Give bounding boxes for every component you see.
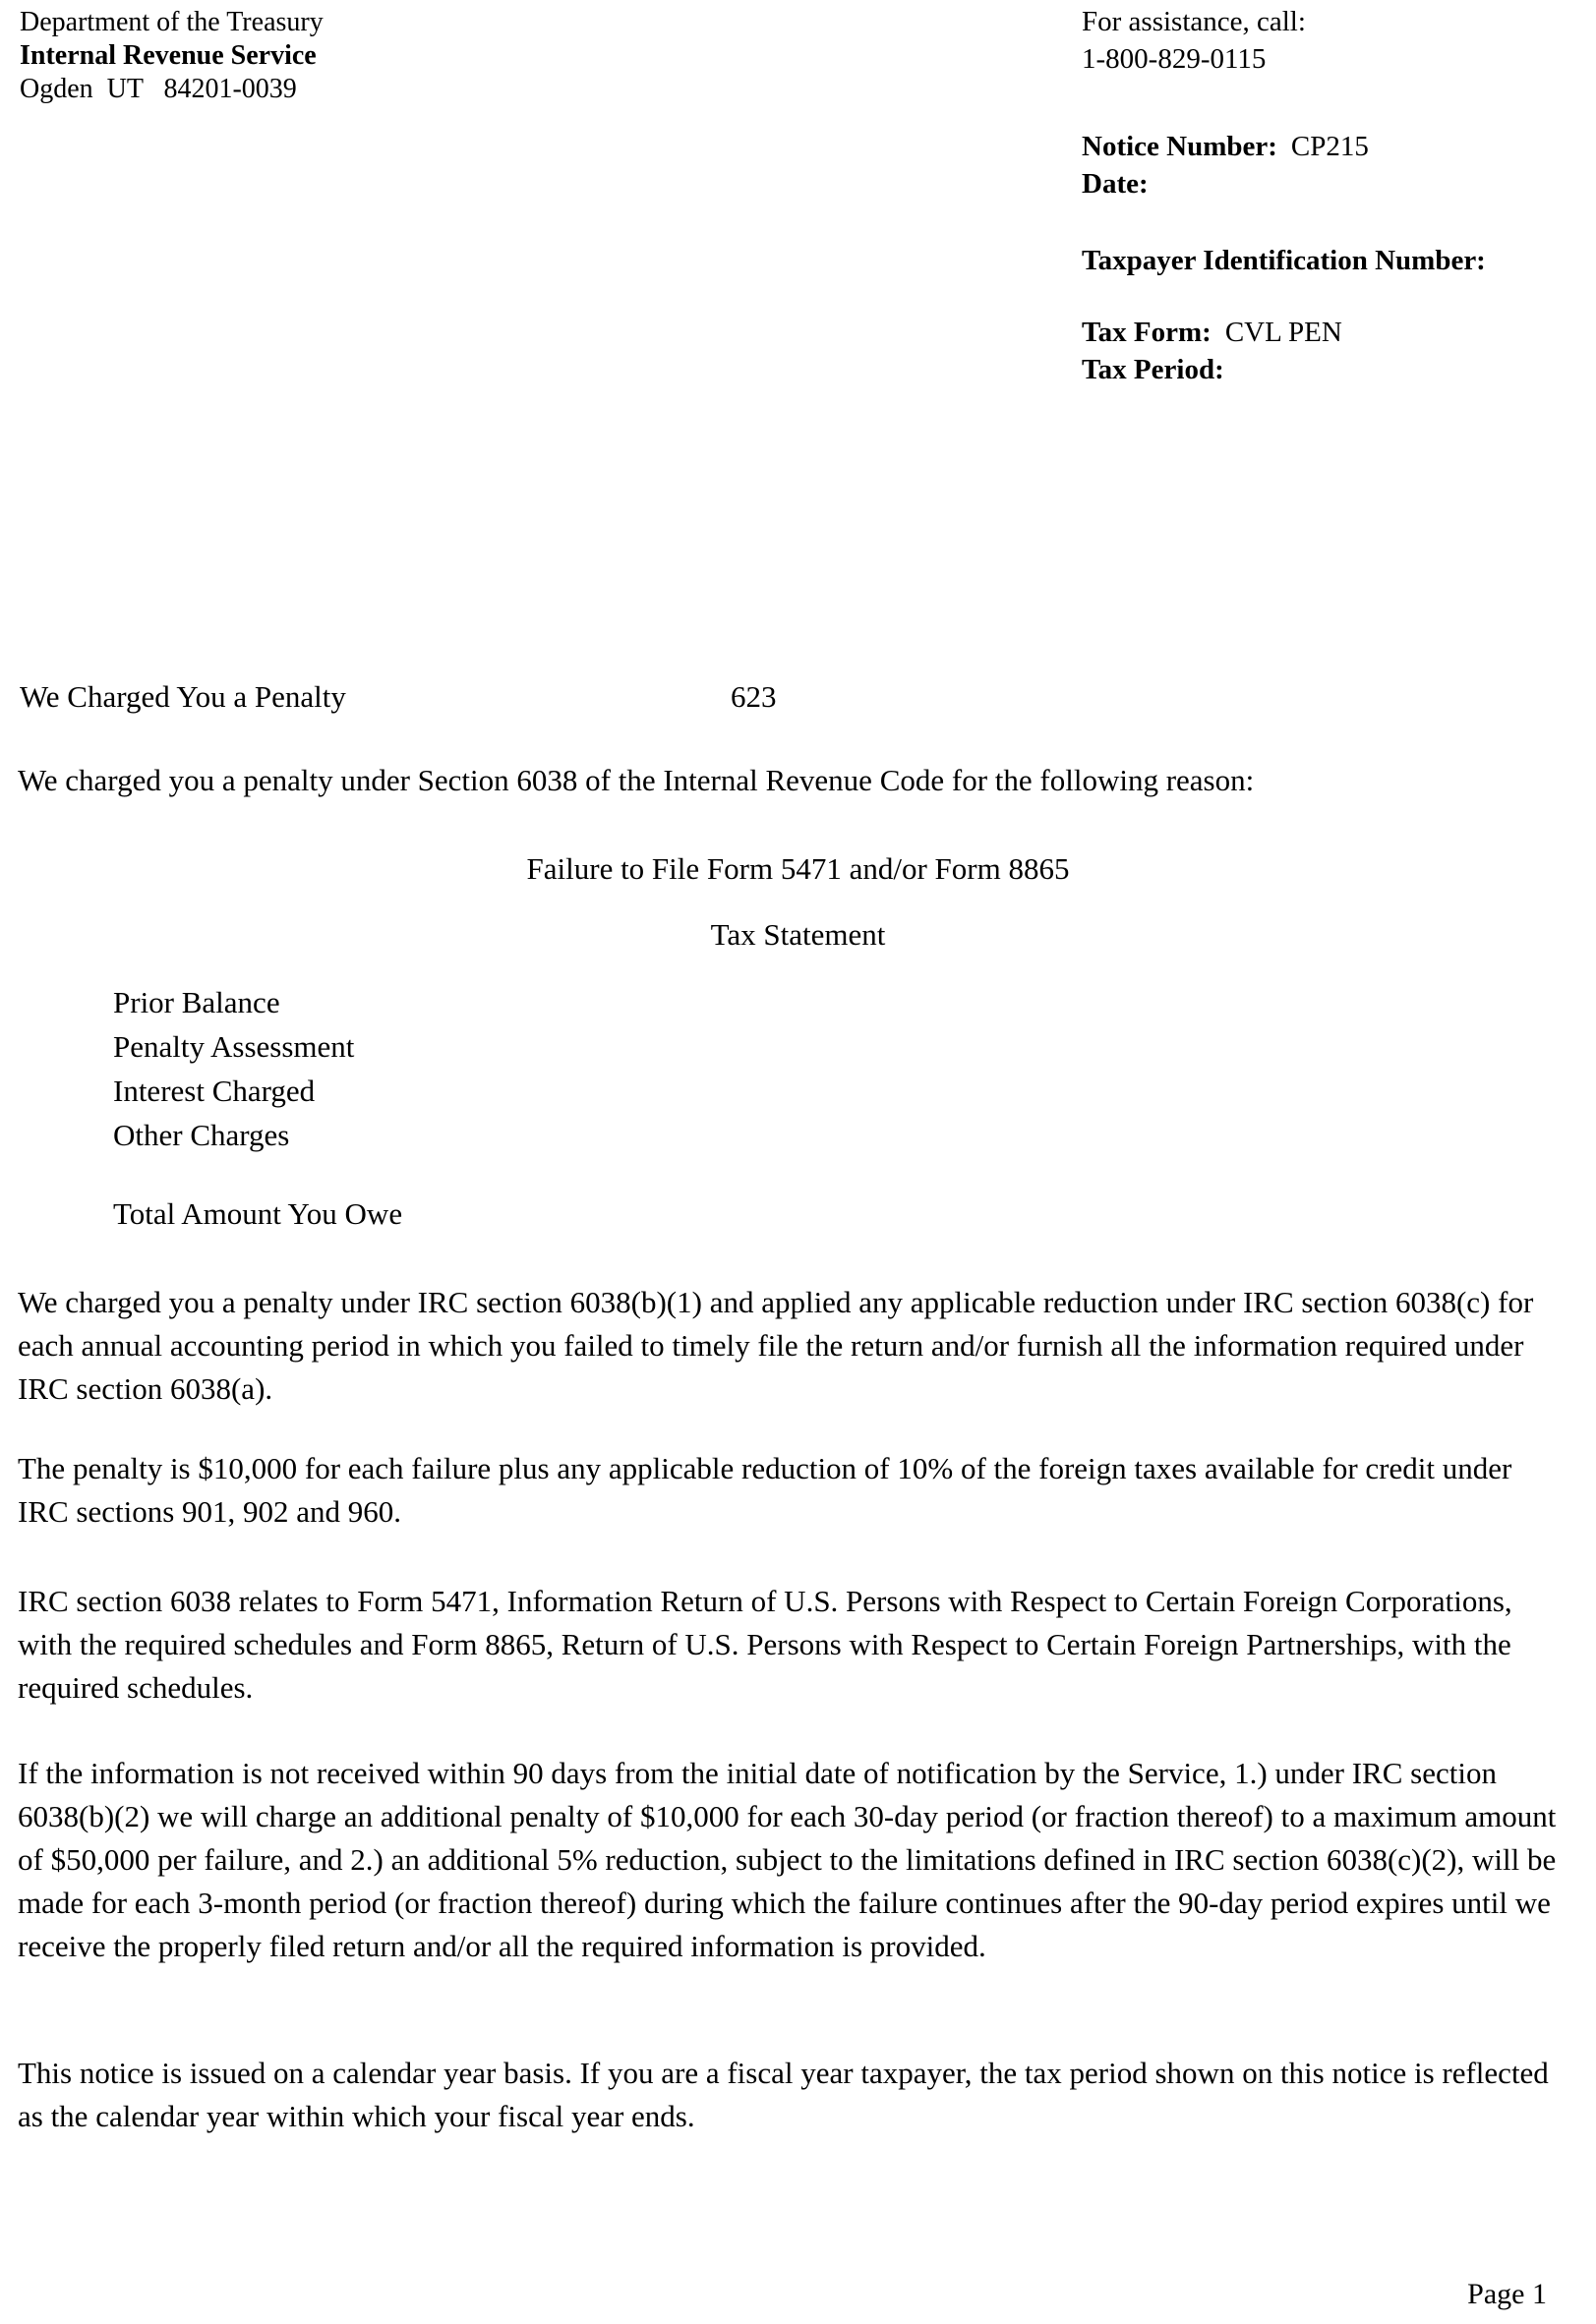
tax-form-label: Tax Form: [1082, 317, 1212, 348]
taxpayer-id-label: Taxpayer Identification Number: [1082, 245, 1486, 276]
agency-department-line: Department of the Treasury [20, 7, 324, 37]
notice-number-row [1082, 128, 1486, 165]
tax-period-label: Tax Period: [1082, 354, 1224, 385]
body-paragraph-5: This notice is issued on a calendar year basis. If you are a fiscal year taxpayer, the tax period shown on this notice is reflected as the calendar year within which your fiscal year ends. [18, 2056, 1549, 2133]
notice-number-group [1082, 128, 1486, 203]
body-paragraph-3: IRC section 6038 relates to Form 5471, Information Return of U.S. Persons with Respect to Certain Foreign Corporations, with the required schedules and Form 8865, Return of U.S. Persons with Respect to Certain Foreign Partnerships, with the required schedules. [18, 1584, 1512, 1705]
page-number: Page 1 [1467, 2278, 1547, 2310]
tax-form-row [1082, 314, 1486, 351]
date-label: Date: [1082, 168, 1149, 200]
tax-form-value: CVL PEN [1224, 317, 1342, 348]
tax-form-group [1082, 314, 1486, 388]
penalty-reason-line: Failure to File Form 5471 and/or Form 8865 [526, 851, 1070, 886]
statement-item-other-charges: Other Charges [113, 1118, 290, 1152]
notice-title: We Charged You a Penalty [20, 679, 346, 714]
statement-item-prior-balance: Prior Balance [113, 985, 280, 1019]
notice-info-block [1082, 3, 1486, 388]
notice-title-row [20, 675, 1573, 719]
assistance-label: For assistance, call: [1082, 6, 1306, 37]
notice-title-code: 623 [731, 679, 777, 714]
statement-list [113, 980, 354, 1157]
agency-address-line: Ogden UT 84201-0039 [20, 74, 297, 104]
agency-irs-line: Internal Revenue Service [20, 40, 317, 71]
notice-number-label: Notice Number: [1082, 131, 1277, 162]
body-paragraph-1: We charged you a penalty under IRC section 6038(b)(1) and applied any applicable reduction under IRC section 6038(c) for each annual accounting period in which you failed to timely file the return and/or furnish all the information required under IRC section 6038(a). [18, 1285, 1534, 1406]
assistance-phone: 1-800-829-0115 [1082, 43, 1267, 75]
body-paragraph-2: The penalty is $10,000 for each failure plus any applicable reduction of 10% of the foreign taxes available for credit under IRC sections 901, 902 and 960. [18, 1451, 1512, 1529]
statement-item-interest-charged: Interest Charged [113, 1074, 316, 1108]
tax-statement-heading: Tax Statement [710, 917, 886, 952]
agency-block [20, 6, 324, 106]
statement-total: Total Amount You Owe [113, 1196, 403, 1231]
intro-paragraph: We charged you a penalty under Section 6038 of the Internal Revenue Code for the following reason: [18, 763, 1255, 797]
notice-number-value: CP215 [1290, 131, 1369, 162]
statement-item-penalty-assessment: Penalty Assessment [113, 1029, 355, 1064]
body-paragraph-4: If the information is not received within 90 days from the initial date of notification by the Service, 1.) under IRC section 6038(b)(2) we will charge an additional penalty of $10,000 for each 30-day period (or fraction thereof) to a maximum amount of $50,000 per failure, and 2.) an additional 5% reduction, subject to the limitations defined in IRC section 6038(c)(2), will be made for each 3-month period (or fraction thereof) during which the failure continues after the 90-day period expires until we receive the properly filed return and/or all the required information is provided. [18, 1756, 1557, 1963]
